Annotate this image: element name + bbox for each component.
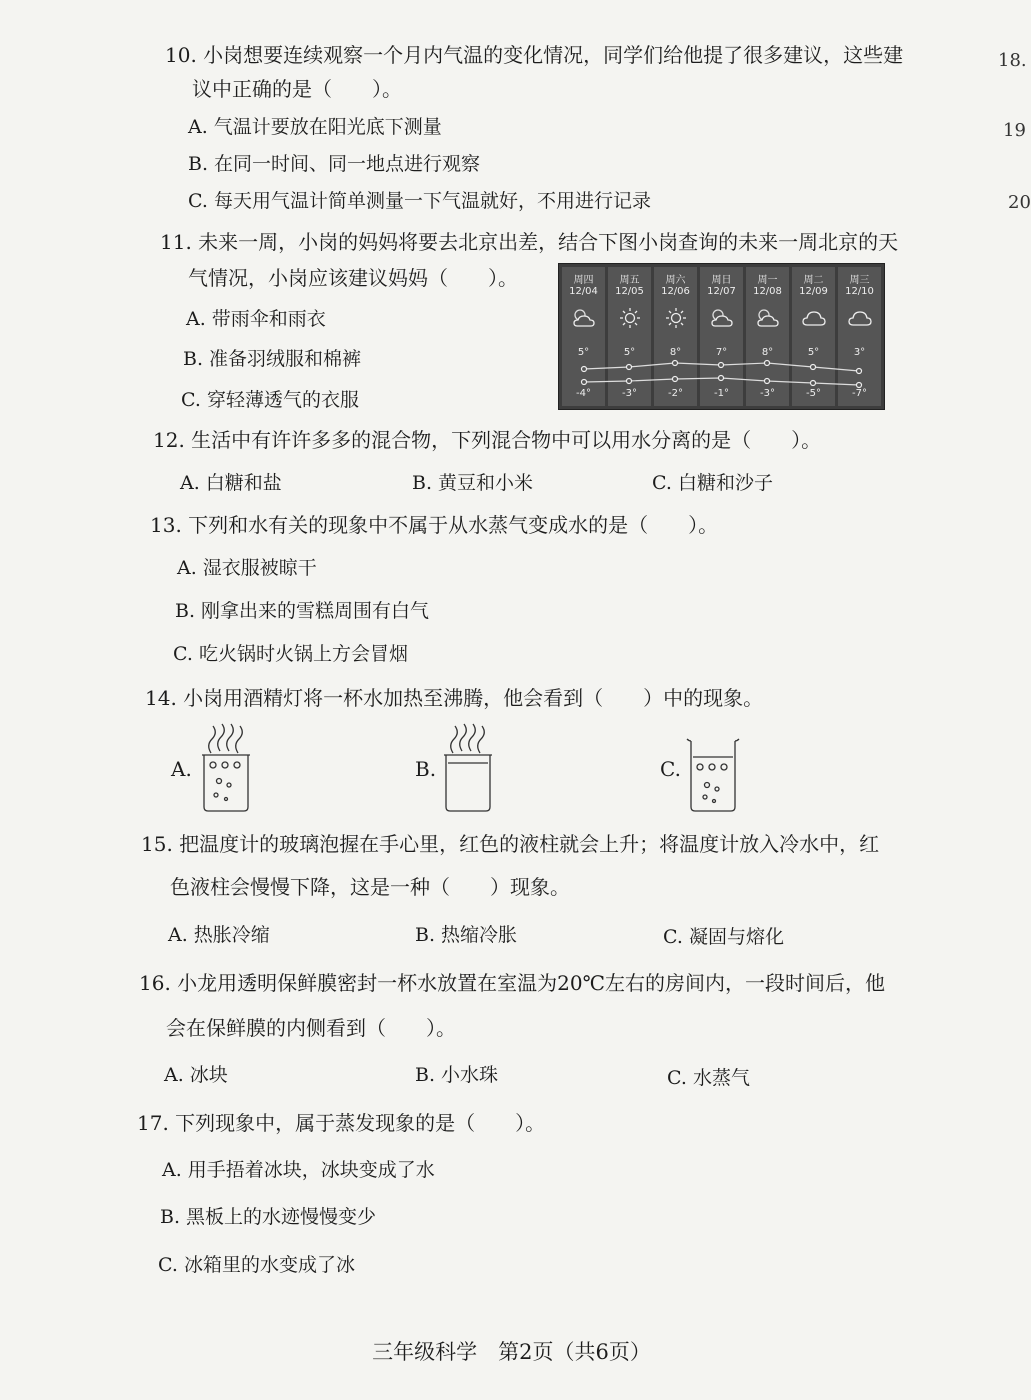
- forecast-high: 7°: [715, 347, 728, 358]
- forecast-date: 12/06: [661, 286, 690, 297]
- question-11-line1: 11. 未来一周，小岗的妈妈将要去北京出差，结合下图小岗查询的未来一周北京的天: [160, 230, 899, 254]
- question-10-line2: 议中正确的是（ ）。: [192, 77, 402, 101]
- question-10-option-b: B. 在同一时间、同一地点进行观察: [188, 153, 481, 175]
- question-13-option-c: C. 吃火锅时火锅上方会冒烟: [173, 643, 408, 665]
- margin-number: 20: [1008, 192, 1031, 213]
- forecast-day-6: [838, 267, 881, 406]
- forecast-day-0: [562, 267, 605, 406]
- forecast-low: -1°: [714, 388, 729, 399]
- question-12-option-c: C. 白糖和沙子: [652, 472, 773, 494]
- margin-number: 18.: [998, 50, 1027, 71]
- weather-forecast-panel: [558, 263, 885, 410]
- forecast-date: 12/09: [799, 286, 828, 297]
- question-14-line1: 14. 小岗用酒精灯将一杯水加热至沸腾，他会看到（ ）中的现象。: [145, 686, 764, 710]
- question-14-option-c: C.: [660, 757, 681, 781]
- question-12-option-b: B. 黄豆和小米: [412, 472, 534, 494]
- forecast-weekday: 周二: [803, 275, 824, 286]
- question-11-line2: 气情况，小岗应该建议妈妈（ ）。: [188, 266, 518, 290]
- question-10-line1: 10. 小岗想要连续观察一个月内气温的变化情况，同学们给他提了很多建议，这些建: [165, 43, 904, 67]
- question-17-line1: 17. 下列现象中，属于蒸发现象的是（ ）。: [137, 1111, 546, 1135]
- question-16-option-b: B. 小水珠: [415, 1064, 499, 1086]
- margin-number: 19: [1003, 120, 1026, 141]
- forecast-day-4: [746, 267, 789, 406]
- forecast-date: 12/04: [569, 286, 598, 297]
- question-15-line1: 15. 把温度计的玻璃泡握在手心里，红色的液柱就会上升；将温度计放入冷水中，红: [141, 832, 880, 856]
- forecast-weekday: 周四: [573, 275, 594, 286]
- question-12-option-a: A. 白糖和盐: [180, 472, 282, 494]
- partly-cloudy-icon: [755, 307, 781, 329]
- question-11-option-b: B. 准备羽绒服和棉裤: [183, 348, 362, 370]
- forecast-high: 5°: [577, 347, 590, 358]
- forecast-weekday: 周一: [757, 275, 778, 286]
- boiling-beaker-a-figure: [196, 723, 256, 813]
- question-13-line1: 13. 下列和水有关的现象中不属于从水蒸气变成水的是（ ）。: [150, 513, 719, 537]
- question-16-line1: 16. 小龙用透明保鲜膜密封一杯水放置在室温为20℃左右的房间内，一段时间后，他: [139, 971, 885, 995]
- partly-cloudy-icon: [709, 307, 735, 329]
- cloud-icon: [847, 307, 873, 329]
- forecast-date: 12/05: [615, 286, 644, 297]
- forecast-weekday: 周三: [849, 275, 870, 286]
- question-10-option-a: A. 气温计要放在阳光底下测量: [188, 116, 442, 138]
- question-14-option-b: B.: [415, 757, 437, 781]
- forecast-day-1: [608, 267, 651, 406]
- question-17-option-b: B. 黑板上的水迹慢慢变少: [160, 1206, 377, 1228]
- forecast-high: 5°: [807, 347, 820, 358]
- cloud-icon: [801, 307, 827, 329]
- question-15-option-b: B. 热缩冷胀: [415, 924, 518, 946]
- forecast-day-3: [700, 267, 743, 406]
- forecast-low: -7°: [852, 388, 867, 399]
- question-13-option-a: A. 湿衣服被晾干: [177, 557, 317, 579]
- question-17-option-a: A. 用手捂着冰块，冰块变成了水: [162, 1159, 435, 1181]
- question-13-option-b: B. 刚拿出来的雪糕周围有白气: [175, 600, 430, 622]
- question-15-option-c: C. 凝固与熔化: [663, 926, 784, 948]
- forecast-day-2: [654, 267, 697, 406]
- forecast-high: 3°: [853, 347, 866, 358]
- question-15-line2: 色液柱会慢慢下降，这是一种（ ）现象。: [170, 875, 570, 899]
- question-12-line1: 12. 生活中有许许多多的混合物，下列混合物中可以用水分离的是（ ）。: [153, 428, 822, 452]
- partly-cloudy-icon: [571, 307, 597, 329]
- forecast-low: -3°: [760, 388, 775, 399]
- forecast-date: 12/07: [707, 286, 736, 297]
- heating-beaker-c-figure: [683, 735, 743, 815]
- forecast-weekday: 周日: [711, 275, 732, 286]
- question-14-option-a: A.: [171, 757, 192, 781]
- question-11-option-a: A. 带雨伞和雨衣: [186, 308, 326, 330]
- question-15-option-a: A. 热胀冷缩: [168, 924, 270, 946]
- question-16-option-a: A. 冰块: [164, 1064, 228, 1086]
- forecast-date: 12/10: [845, 286, 874, 297]
- forecast-low: -5°: [806, 388, 821, 399]
- forecast-low: -3°: [622, 388, 637, 399]
- boiling-beaker-b-figure: [438, 723, 498, 813]
- sun-icon: [617, 307, 643, 329]
- question-10-option-c: C. 每天用气温计简单测量一下气温就好，不用进行记录: [188, 190, 651, 212]
- forecast-weekday: 周六: [665, 275, 686, 286]
- sun-icon: [663, 307, 689, 329]
- forecast-weekday: 周五: [619, 275, 640, 286]
- question-11-option-c: C. 穿轻薄透气的衣服: [181, 389, 359, 411]
- page-footer: 三年级科学 第2页（共6页）: [372, 1340, 651, 1364]
- forecast-date: 12/08: [753, 286, 782, 297]
- forecast-high: 5°: [623, 347, 636, 358]
- forecast-low: -4°: [576, 388, 591, 399]
- forecast-day-5: [792, 267, 835, 406]
- question-16-option-c: C. 水蒸气: [667, 1067, 750, 1089]
- forecast-high: 8°: [669, 347, 682, 358]
- forecast-high: 8°: [761, 347, 774, 358]
- question-16-line2: 会在保鲜膜的内侧看到（ ）。: [166, 1016, 456, 1040]
- forecast-low: -2°: [668, 388, 683, 399]
- question-17-option-c: C. 冰箱里的水变成了冰: [158, 1254, 355, 1276]
